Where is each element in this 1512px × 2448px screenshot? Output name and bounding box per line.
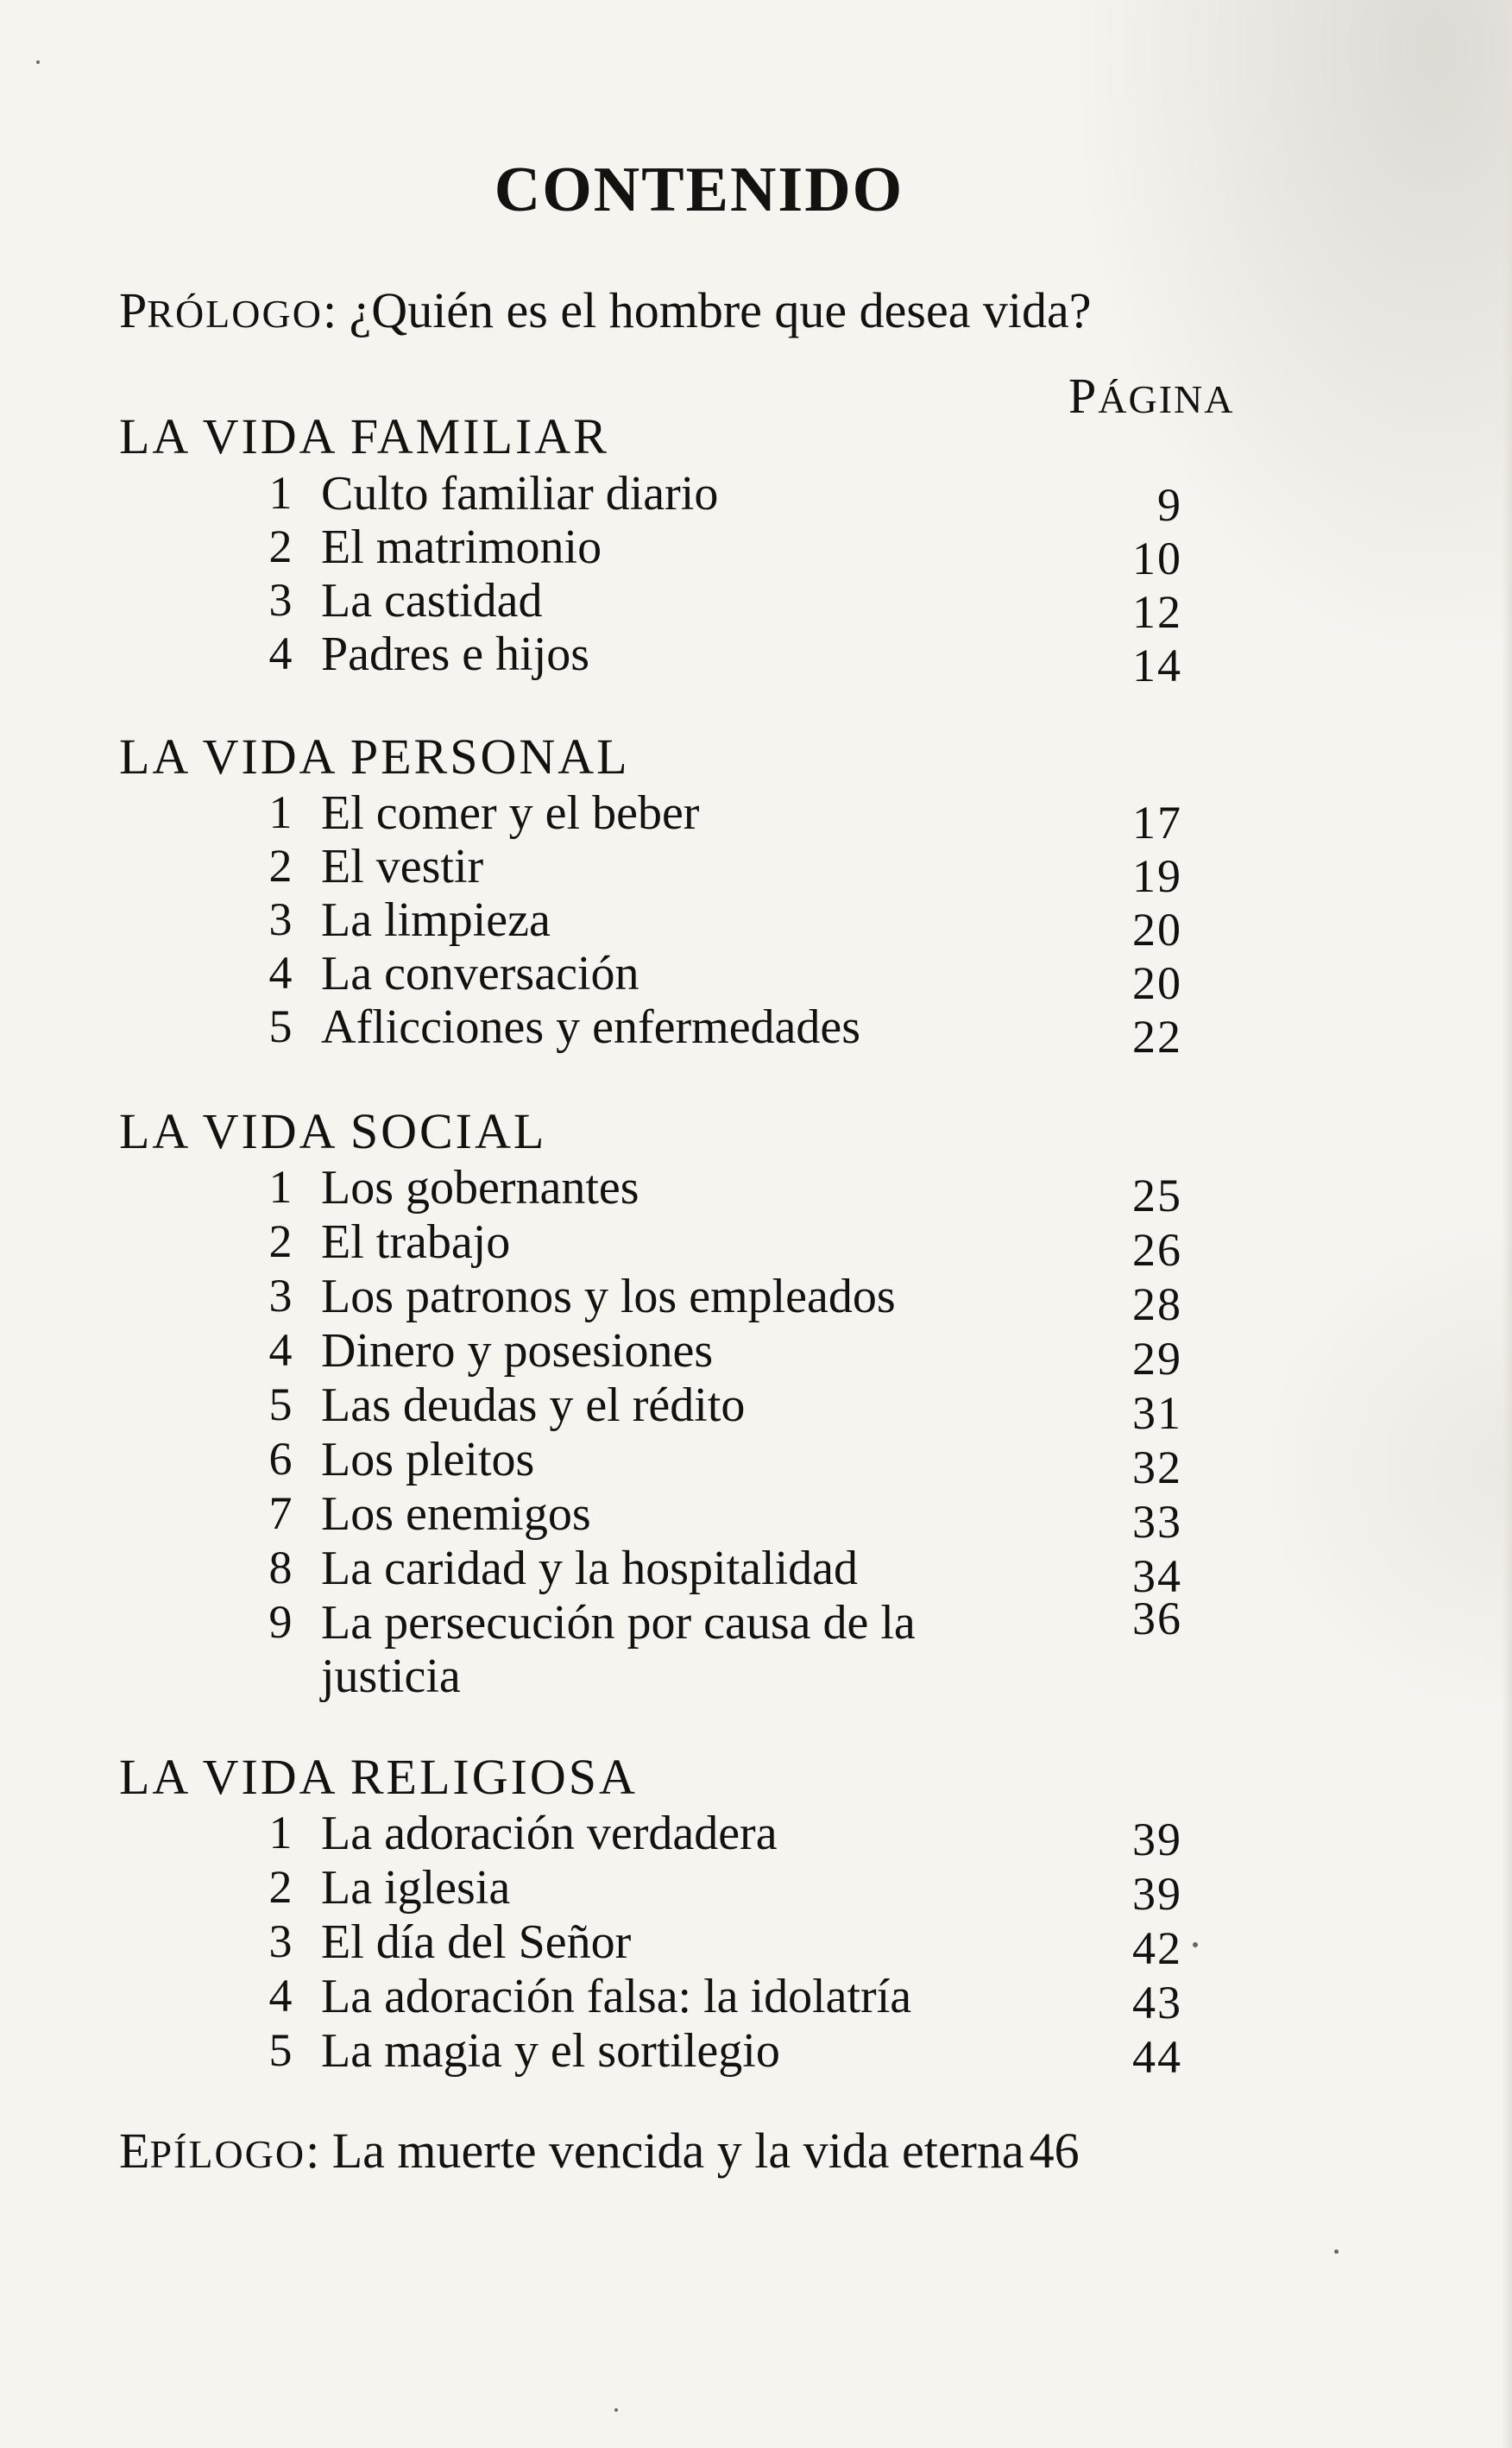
toc-row	[0, 2023, 1512, 2083]
toc-page-number: 22	[1132, 1011, 1182, 1063]
paper-speck	[614, 2408, 618, 2412]
toc-label: Padres e hijos	[321, 628, 590, 681]
toc-label: La limpieza	[321, 893, 551, 947]
toc-row	[0, 573, 1512, 638]
toc-page-number: 25	[1132, 1170, 1182, 1221]
toc-page-number: 42	[1132, 1922, 1182, 1974]
prologue-label-initial: P	[119, 282, 148, 338]
toc-number: 1	[268, 786, 293, 838]
toc-number: 3	[268, 1915, 293, 1967]
toc-number: 4	[268, 628, 293, 679]
toc-page-number: 28	[1132, 1278, 1182, 1330]
toc-label: El día del Señor	[321, 1915, 632, 1969]
epilogue-label-initial: E	[119, 2123, 150, 2179]
toc-number: 1	[268, 467, 293, 519]
toc-number: 8	[268, 1542, 293, 1593]
toc-row	[0, 1432, 1512, 1493]
toc-page-number: 44	[1132, 2031, 1182, 2083]
toc-label: La conversación	[321, 947, 639, 1000]
toc-row	[0, 839, 1512, 902]
toc-number: 6	[268, 1433, 293, 1485]
toc-page-number: 39	[1132, 1814, 1182, 1865]
toc-page-number: 19	[1132, 850, 1182, 902]
toc-row-continuation	[0, 1649, 1512, 1702]
toc-label: Dinero y posesiones	[321, 1324, 714, 1378]
paper-speck	[1334, 2249, 1339, 2254]
toc-row	[0, 1541, 1512, 1602]
toc-row	[0, 1969, 1512, 2028]
toc-page-number: 31	[1132, 1387, 1182, 1439]
toc-label: Los patronos y los empleados	[321, 1270, 896, 1323]
toc-label: Culto familiar diario	[321, 467, 719, 521]
toc-page-number: 34	[1132, 1550, 1182, 1602]
toc-page-number: 32	[1132, 1442, 1182, 1493]
toc-row	[0, 946, 1512, 1009]
toc-number: 9	[268, 1596, 293, 1648]
epilogue-text: La muerte vencida y la vida eterna	[331, 2123, 1024, 2179]
toc-row	[0, 1860, 1512, 1920]
section-title-familiar: LA VIDA FAMILIAR	[119, 408, 609, 464]
toc-row	[0, 1269, 1512, 1330]
toc-row	[0, 786, 1512, 849]
toc-label: El matrimonio	[321, 521, 602, 574]
toc-page-number: 29	[1132, 1333, 1182, 1385]
toc-row	[0, 1378, 1512, 1439]
page-column-header	[1068, 367, 1234, 425]
paper-speck	[36, 60, 40, 64]
toc-row	[0, 1323, 1512, 1385]
prologue-label-rest: RÓLOGO	[147, 292, 323, 336]
toc-page-number: 12	[1132, 586, 1182, 638]
toc-number: 5	[268, 1000, 293, 1052]
toc-number: 3	[268, 893, 293, 945]
toc-row	[0, 466, 1512, 531]
prologue-line	[119, 281, 1092, 339]
page-title: CONTENIDO	[494, 155, 904, 225]
toc-number: 1	[268, 1807, 293, 1858]
toc-number: 2	[268, 1861, 293, 1913]
toc-page-number: 17	[1132, 797, 1182, 849]
toc-page-number: 20	[1132, 904, 1182, 956]
toc-label: Los pleitos	[321, 1433, 535, 1486]
toc-page-number: 10	[1132, 533, 1182, 584]
toc-page-number: 9	[1157, 479, 1182, 531]
toc-label: El vestir	[321, 840, 484, 893]
toc-number: 1	[268, 1161, 293, 1213]
epilogue-colon: :	[306, 2123, 320, 2179]
toc-label: La adoración falsa: la idolatría	[321, 1970, 912, 2023]
toc-page-number: 33	[1132, 1496, 1182, 1548]
section-title-personal: LA VIDA PERSONAL	[119, 729, 630, 785]
toc-number: 2	[268, 840, 293, 892]
toc-label: La adoración verdadera	[321, 1807, 778, 1860]
toc-label: La magia y el sortilegio	[321, 2024, 780, 2078]
toc-number: 4	[268, 947, 293, 999]
toc-number: 4	[268, 1324, 293, 1376]
toc-label: El comer y el beber	[321, 786, 700, 840]
toc-page-number: 14	[1132, 640, 1182, 691]
toc-row	[0, 520, 1512, 584]
toc-row	[0, 893, 1512, 956]
toc-number: 3	[268, 1270, 293, 1322]
section-title-social: LA VIDA SOCIAL	[119, 1103, 547, 1159]
epilogue-page-number: 46	[1029, 2123, 1080, 2179]
toc-number: 7	[268, 1487, 293, 1539]
toc-row	[0, 627, 1512, 691]
toc-page-number: 43	[1132, 1977, 1182, 2028]
epilogue-line	[119, 2122, 1080, 2180]
toc-label: La persecución por causa de la	[321, 1596, 916, 1650]
toc-number: 5	[268, 2024, 293, 2076]
toc-number: 5	[268, 1379, 293, 1430]
toc-page-number: 20	[1132, 957, 1182, 1009]
toc-number: 4	[268, 1970, 293, 2022]
toc-row	[0, 1486, 1512, 1548]
toc-row	[0, 1915, 1512, 1974]
toc-label: Los enemigos	[321, 1487, 591, 1541]
page-header-initial: P	[1068, 368, 1099, 424]
toc-label: Las deudas y el rédito	[321, 1379, 746, 1432]
paper-speck	[1193, 1942, 1198, 1947]
page-header-rest: ÁGINA	[1098, 377, 1235, 421]
prologue-text: ¿Quién es el hombre que desea vida?	[349, 282, 1092, 338]
toc-number: 3	[268, 574, 293, 626]
toc-label-continuation: justicia	[321, 1650, 461, 1703]
toc-row	[0, 1806, 1512, 1865]
toc-label: El trabajo	[321, 1215, 511, 1269]
toc-label: La caridad y la hospitalidad	[321, 1542, 858, 1595]
toc-label: La castidad	[321, 574, 543, 628]
toc-label: Aflicciones y enfermedades	[321, 1000, 861, 1054]
toc-page-number: 26	[1132, 1224, 1182, 1276]
toc-number: 2	[268, 1215, 293, 1267]
toc-row	[0, 1215, 1512, 1276]
toc-row	[0, 1595, 1512, 1649]
toc-page-number: 36	[1132, 1593, 1182, 1644]
toc-label: Los gobernantes	[321, 1161, 639, 1215]
epilogue-label-rest: PÍLOGO	[149, 2132, 306, 2176]
toc-row	[0, 1160, 1512, 1221]
toc-page-number: 39	[1132, 1868, 1182, 1920]
toc-number: 2	[268, 521, 293, 572]
prologue-colon: :	[322, 282, 337, 338]
section-title-religiosa: LA VIDA RELIGIOSA	[119, 1749, 638, 1805]
toc-label: La iglesia	[321, 1861, 511, 1915]
toc-row	[0, 1000, 1512, 1063]
